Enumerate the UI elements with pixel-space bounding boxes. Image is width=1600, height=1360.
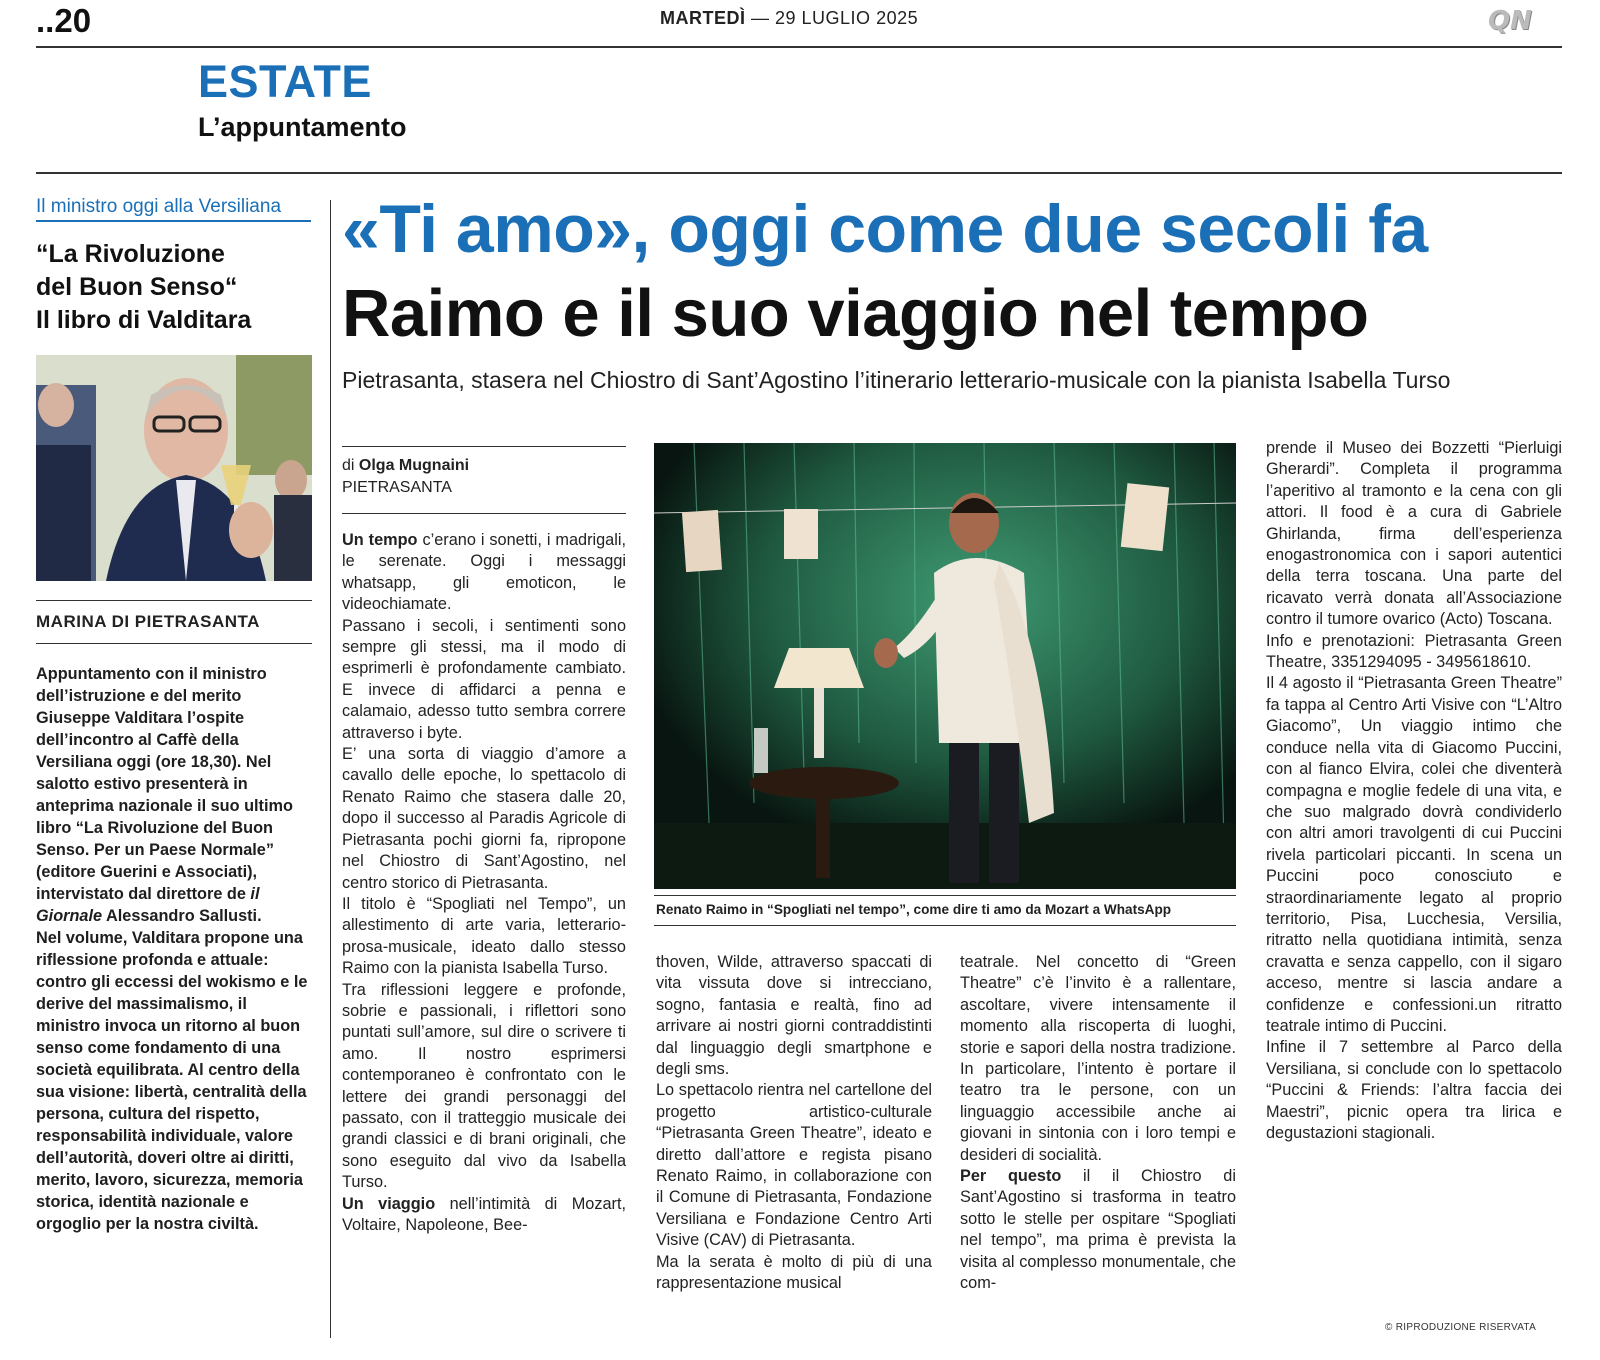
section-rule — [36, 172, 1562, 174]
sidebar-location: MARINA DI PIETRASANTA — [36, 612, 260, 631]
article-paragraph: prende il Museo dei Bozzetti “Pierluigi Gherardi”. Completa il programma l’aperitivo al tramonto e la cena con gli attori. Il food è a cura di Gabriele Ghirlanda, firma dell’esperienza enogastronomica con i sapori autentici della terra toscana. Una parte del ricavato verrà donata all’Associazione contro il tumore ovarico (Acto) Toscana. — [1266, 439, 1562, 629]
article-paragraph — [342, 530, 626, 616]
article-paragraph: teatrale. Nel concetto di “Green Theatre” c’è l’invito è a rallentare, ascoltare, vivere intensamente il momento alla riscoperta di luoghi, storie e sapori della nostra tradizione. In particolare, l’intento è portare il teatro tra le persone, con un linguaggio accessibile anche ai giovani in sintonia con i loro tempi e desideri di socialità. — [960, 953, 1236, 1164]
byline-rule-bottom — [342, 513, 626, 514]
article-paragraph: Info e prenotazioni: Pietrasanta Green Theatre, 3351294095 - 3495618610. — [1266, 631, 1562, 672]
sidebar-paragraph: Nel volume, Valditara propone una riflessione profonda e attuale: contro gli eccessi del wokismo e le derive del massimalismo, il ministro invoca un ritorno al buon senso come fondamento di una società equilibrata. Al centro della sua visione: libertà, centralità della persona, cultura del rispetto, responsabilità individuale, valore dell’autorità, doveri oltre ai diritti, merito, lavoro, sicurezza, memoria storica, identità nazionale e orgoglio per la nostra civiltà. — [36, 929, 308, 1233]
article-text: il il Chiostro di Sant’Agostino si trasforma in teatro sotto le stelle per ospitare “Spogliati nel tempo”, ma prima è prevista la visita al complesso monumentale, che com- — [960, 1167, 1236, 1293]
article-text: nell’intimità di Mozart, Voltaire, Napoleone, Bee- — [342, 1194, 626, 1234]
valditara-photo — [36, 355, 312, 581]
section-subtitle: L’appuntamento — [198, 112, 407, 142]
section-title: ESTATE — [198, 56, 372, 107]
headline-primary: «Ti amo», oggi come due secoli fa — [342, 191, 1428, 267]
article-paragraph: Passano i secoli, i sentimenti sono sempre gli stessi, ma il modo di esprimerli è profondamente cambiato. E invece di affidarci a penna e calamaio, adesso tutto sembra correre attraverso i byte. — [342, 616, 626, 742]
article-lead: Un viaggio — [342, 1194, 436, 1213]
issue-day: MARTEDÌ — [660, 8, 746, 28]
article-column-2 — [656, 952, 932, 1295]
sidebar-paragraph — [36, 663, 312, 927]
byline-rule-top — [342, 446, 626, 447]
caption-rule-bottom — [654, 925, 1236, 926]
byline — [342, 455, 469, 499]
byline-author: Olga Mugnaini — [358, 457, 470, 474]
header-rule — [36, 46, 1562, 48]
article-paragraph: thoven, Wilde, attraverso spaccati di vita vissuta dove si intrecciano, sogno, fantasia e realtà, fino ad arrivare ai nostri giorni contraddistinti dal linguaggio degli smartphone e degli sms. — [656, 953, 932, 1079]
photo-caption: Renato Raimo in “Spogliati nel tempo”, come dire ti amo da Mozart a WhatsApp — [656, 902, 1172, 917]
sidebar-text: Alessandro Sallusti. — [102, 907, 262, 925]
headline-secondary: Raimo e il suo viaggio nel tempo — [342, 276, 1369, 351]
byline-prefix: di — [342, 457, 359, 474]
article-paragraph: Tra riflessioni leggere e profonde, sobrie e passionali, i riflettori sono puntati sull’amore, sul dire o scrivere ti amo. Il nostro esprimersi contemporaneo è confrontato con le lettere dei grandi personaggi del passato, con il tratteggio musicale dei grandi classici e di brani originali, che sono eseguito dal vivo da Isabella Turso. — [342, 980, 626, 1192]
article-paragraph: Lo spettacolo rientra nel cartellone del progetto artistico-culturale “Pietrasanta Green Theatre”, ideato e diretto dall’attore e regista pisano Renato Raimo, in collaborazione con il Comune di Pietrasanta, Fondazione Versiliana e Fondazione Centro Arti Visive (CAV) di Pietrasanta. — [656, 1081, 932, 1250]
article-paragraph: Ma la serata è molto di più di una rappresentazione musical — [656, 1252, 932, 1293]
article-lead: Per questo — [960, 1167, 1062, 1186]
article-column-4 — [1266, 438, 1562, 1144]
sidebar-title-line: Il libro di Valditara — [36, 306, 252, 334]
sidebar-text-italic: il Giornale — [36, 885, 260, 925]
article-column-1 — [342, 530, 626, 1236]
issue-date-text: — 29 LUGLIO 2025 — [751, 8, 919, 28]
sidebar-title — [36, 238, 326, 337]
valditara-photo-illustration — [36, 355, 312, 581]
issue-date — [660, 8, 918, 29]
article-paragraph — [342, 1194, 626, 1237]
article-paragraph — [960, 1166, 1236, 1294]
byline-author-line — [342, 455, 469, 477]
article-paragraph: Il 4 agosto il “Pietrasanta Green Theatre” fa tappa al Centro Arti Visive con “L’Altro Giacomo”, Un viaggio intimo che conduce nella vita di Giacomo Puccini, con al fianco Elvira, colei che diventerà compagna e moglie fedele di una vita, e che suo malgrado dovrà condividerlo con altri amori travolgenti di cui Puccini rivela particolari piccanti. In scena un Puccini poco conosciuto e straordinariamente legato al proprio territorio, Pisa, Lucchesia, Versilia, ritratto nella quotidiana intimità, senza cravatta e senza cappello, con il sigaro acceso, mentre si lascia andare a confidenze e confessioni.un ritratto teatrale intimo di Puccini. — [1266, 674, 1562, 1035]
sidebar-title-line: “La Rivoluzione — [36, 240, 225, 268]
article-paragraph: E’ una sorta di viaggio d’amore a cavallo delle epoche, lo spettacolo di Renato Raimo che stasera dalle 20, dopo il successo al Paradis Agricole di Pietrasanta pochi giorni fa, ripropone nel Chiostro di Sant’Agostino, nel centro storico di Pietrasanta. — [342, 745, 626, 892]
page-number: ..20 — [36, 2, 92, 39]
show-photo-illustration — [654, 443, 1236, 889]
sidebar-kicker: Il ministro oggi alla Versiliana — [36, 196, 311, 222]
sidebar-rule-bottom — [36, 643, 312, 644]
sidebar-text: con il ministro dell’istruzione e del merito Giuseppe Valditara l’ospite dell’incontro al Caffè della Versiliana oggi (ore 18,30). Nel salotto estivo presenterà in anteprima nazionale il suo ultimo libro “La Rivoluzione del Buon Senso. Per un Paese Normale” (editore Guerini e Associati), intervistato dal direttore de — [36, 665, 293, 903]
article-paragraph: Infine il 7 settembre al Parco della Versiliana, si conclude con lo spettacolo “Puccini & Friends: l’altra faccia dei Maestri”, picnic opera tra lirica e degustazioni stagionali. — [1266, 1038, 1562, 1142]
article-lead: Un tempo — [342, 531, 418, 549]
byline-dateline: PIETRASANTA — [342, 479, 452, 496]
sidebar-lead: Appuntamento — [36, 665, 151, 683]
show-photo — [654, 443, 1236, 889]
article-column-3 — [960, 952, 1236, 1295]
sidebar-rule-top — [36, 600, 312, 601]
sidebar-body — [36, 663, 312, 1235]
copyright-notice: © RIPRODUZIONE RISERVATA — [1385, 1322, 1537, 1333]
caption-rule-top — [654, 895, 1236, 896]
article-deck: Pietrasanta, stasera nel Chiostro di Sant’Agostino l’itinerario letterario-musicale con la pianista Isabella Turso — [342, 367, 1451, 393]
column-divider — [330, 200, 331, 1338]
article-text: c’erano i sonetti, i madrigali, le serenate. Oggi i messaggi whatsapp, gli emoticon, le videochiamate. — [342, 531, 626, 614]
sidebar-title-line: del Buon Senso“ — [36, 273, 238, 301]
newspaper-logo: QN — [1488, 6, 1532, 36]
article-paragraph: Il titolo è “Spogliati nel Tempo”, un allestimento di arte varia, letterario-prosa-musicale, ideato dallo stesso Raimo con la pianista Isabella Turso. — [342, 894, 626, 978]
